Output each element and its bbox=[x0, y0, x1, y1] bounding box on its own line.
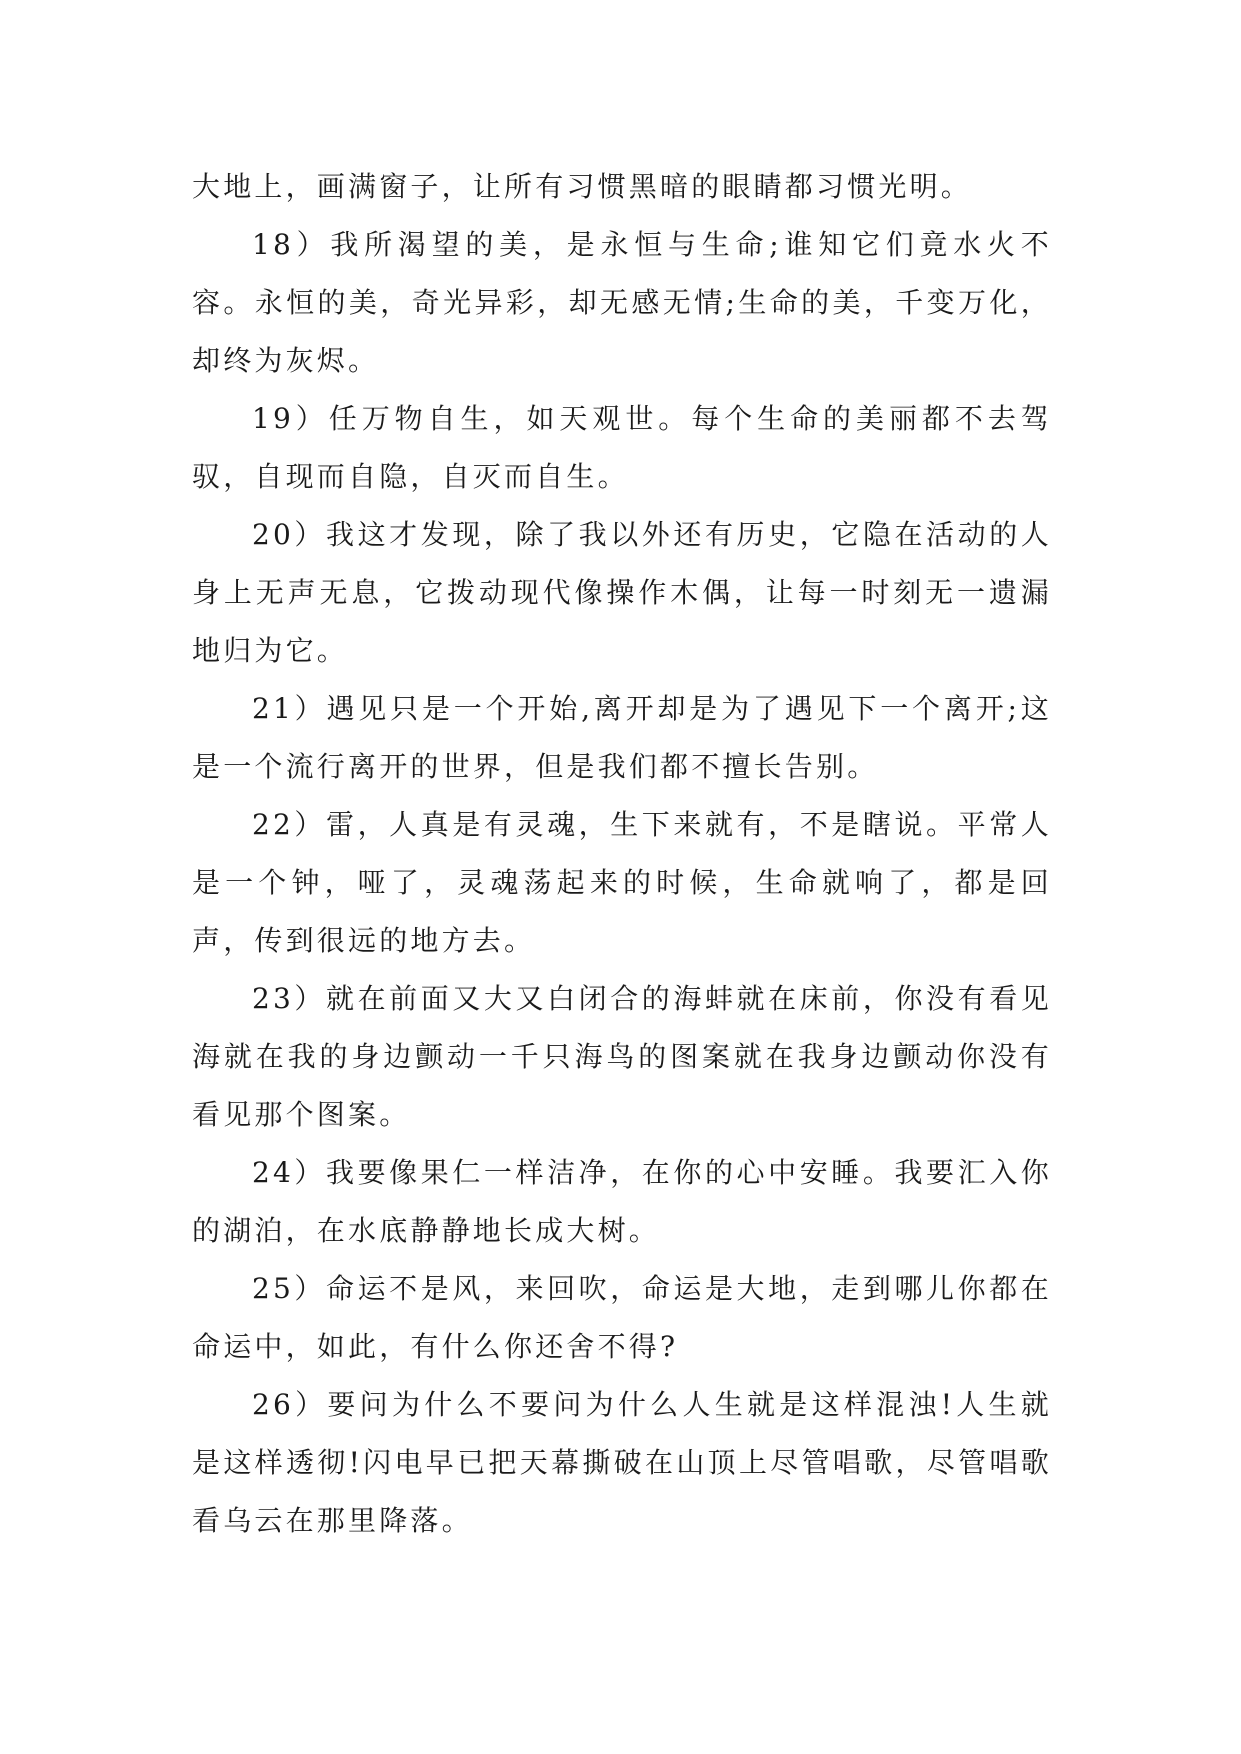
paragraph: 大地上，画满窗子，让所有习惯黑暗的眼睛都习惯光明。 bbox=[192, 170, 973, 203]
paragraph: 23）就在前面又大又白闭合的海蚌就在床前，你没有看见海就在我的身边颤动一千只海鸟的图案就在我身边颤动你没有看见那个图案。 bbox=[192, 982, 1052, 1131]
paragraph: 22）雷，人真是有灵魂，生下来就有，不是瞎说。平常人是一个钟，哑了，灵魂荡起来的时候，生命就响了，都是回声，传到很远的地方去。 bbox=[192, 808, 1052, 957]
paragraph: 21）遇见只是一个开始,离开却是为了遇见下一个离开;这是一个流行离开的世界，但是我们都不擅长告别。 bbox=[192, 692, 1052, 783]
paragraph: 26）要问为什么不要问为什么人生就是这样混浊!人生就是这样透彻!闪电早已把天幕撕破在山顶上尽管唱歌，尽管唱歌看乌云在那里降落。 bbox=[192, 1388, 1052, 1537]
paragraph: 25）命运不是风，来回吹，命运是大地，走到哪儿你都在命运中，如此，有什么你还舍不得? bbox=[192, 1272, 1052, 1363]
paragraph: 20）我这才发现，除了我以外还有历史，它隐在活动的人身上无声无息，它拨动现代像操作木偶，让每一时刻无一遗漏地归为它。 bbox=[192, 518, 1052, 667]
paragraph: 18）我所渴望的美，是永恒与生命;谁知它们竟水火不容。永恒的美，奇光异彩，却无感无情;生命的美，千变万化，却终为灰烬。 bbox=[192, 228, 1052, 377]
document-body bbox=[192, 158, 1052, 1550]
paragraph: 19）任万物自生，如天观世。每个生命的美丽都不去驾驭，自现而自隐，自灭而自生。 bbox=[192, 402, 1052, 493]
paragraph: 24）我要像果仁一样洁净，在你的心中安睡。我要汇入你的湖泊，在水底静静地长成大树。 bbox=[192, 1156, 1052, 1247]
